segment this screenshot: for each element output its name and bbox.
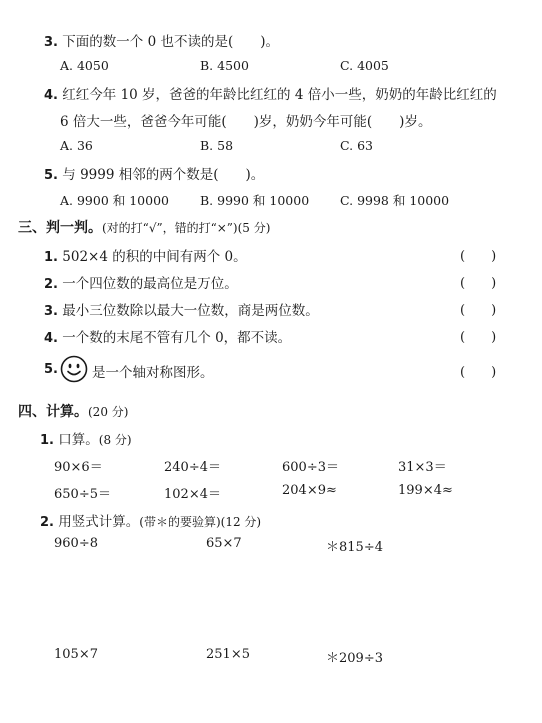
question-number: 5.	[44, 168, 58, 183]
answer-paren[interactable]: ( )	[460, 303, 497, 318]
judge-item-5	[44, 361, 58, 377]
oral-problem: 204×9≈	[282, 483, 337, 498]
oral-problem: 650÷5＝	[54, 487, 111, 502]
vertical-problem: 960÷8	[54, 536, 98, 551]
vertical-problem: 105×7	[54, 647, 98, 662]
section-3-title	[18, 217, 270, 237]
answer-paren[interactable]: ( )	[460, 249, 497, 264]
option-c: C. 63	[340, 138, 373, 153]
item-number: 2.	[40, 515, 54, 530]
section-note: (对的打“√”，错的打“×”)(5 分)	[102, 221, 271, 235]
question-number: 3.	[44, 35, 58, 50]
option-a: A. 36	[60, 138, 93, 153]
smiley-face-icon	[60, 355, 88, 383]
option-a: A. 9900 和 10000	[60, 193, 169, 208]
vertical-problem: 251×5	[206, 647, 250, 662]
answer-paren[interactable]: ( )	[460, 330, 497, 345]
question-text: 与 9999 相邻的两个数是( )。	[62, 167, 265, 183]
oral-problem: 199×4≈	[398, 483, 453, 498]
vertical-problem: ＊815÷4	[326, 540, 383, 555]
heading-note: (8 分)	[98, 433, 132, 447]
item-text: 是一个轴对称图形。	[92, 365, 214, 381]
heading-note: (带＊的要验算)(12 分)	[139, 515, 262, 529]
option-b: B. 9990 和 10000	[200, 193, 310, 208]
section-note: (20 分)	[88, 405, 129, 419]
vertical-problem: ＊209÷3	[326, 651, 383, 666]
option-c: C. 4005	[340, 58, 389, 73]
question-text: 下面的数一个 0 也不读的是( )。	[62, 34, 279, 50]
vertical-problem: 65×7	[206, 536, 242, 551]
item-number: 5.	[44, 362, 58, 377]
item-text: 一个数的末尾不管有几个 0，都不读。	[62, 330, 292, 346]
item-number: 3.	[44, 304, 58, 319]
option-b: B. 58	[200, 138, 234, 153]
oral-calc-heading	[40, 428, 132, 448]
oral-problem: 600÷3＝	[282, 460, 339, 475]
section-title: 三、判一判。	[18, 220, 102, 236]
option-c: C. 9998 和 10000	[340, 193, 450, 208]
heading-label: 口算。	[58, 432, 99, 448]
judge-item-4	[44, 326, 291, 346]
item-text: 一个四位数的最高位是万位。	[62, 276, 238, 292]
question-text: 红红今年 10 岁，爸爸的年龄比红红的 4 倍小一些，奶奶的年龄比红红的	[62, 87, 497, 103]
item-number: 2.	[44, 277, 58, 292]
oral-problem: 31×3＝	[398, 460, 447, 475]
item-text: 最小三位数除以最大一位数，商是两位数。	[62, 303, 319, 319]
section-title: 四、计算。	[18, 404, 88, 420]
item-number: 1.	[44, 250, 58, 265]
oral-problem: 102×4＝	[164, 487, 221, 502]
question-4-line-2: 6 倍大一些，爸爸今年可能( )岁，奶奶今年可能( )岁。	[60, 114, 432, 130]
judge-item-3	[44, 299, 319, 319]
oral-problem: 240÷4＝	[164, 460, 221, 475]
answer-paren[interactable]: ( )	[460, 276, 497, 291]
judge-item-1	[44, 245, 247, 265]
judge-item-2	[44, 272, 238, 292]
item-number: 4.	[44, 331, 58, 346]
question-4-line-1	[44, 83, 497, 103]
question-5	[44, 163, 264, 183]
question-number: 4.	[44, 88, 58, 103]
question-3	[44, 30, 279, 50]
option-b: B. 4500	[200, 58, 249, 73]
item-text: 502×4 的积的中间有两个 0。	[62, 249, 247, 265]
option-a: A. 4050	[60, 58, 109, 73]
heading-label: 用竖式计算。	[58, 514, 140, 530]
answer-paren[interactable]: ( )	[460, 365, 497, 380]
item-number: 1.	[40, 433, 54, 448]
vertical-calc-heading	[40, 510, 261, 530]
section-4-title	[18, 401, 128, 421]
oral-problem: 90×6＝	[54, 460, 103, 475]
